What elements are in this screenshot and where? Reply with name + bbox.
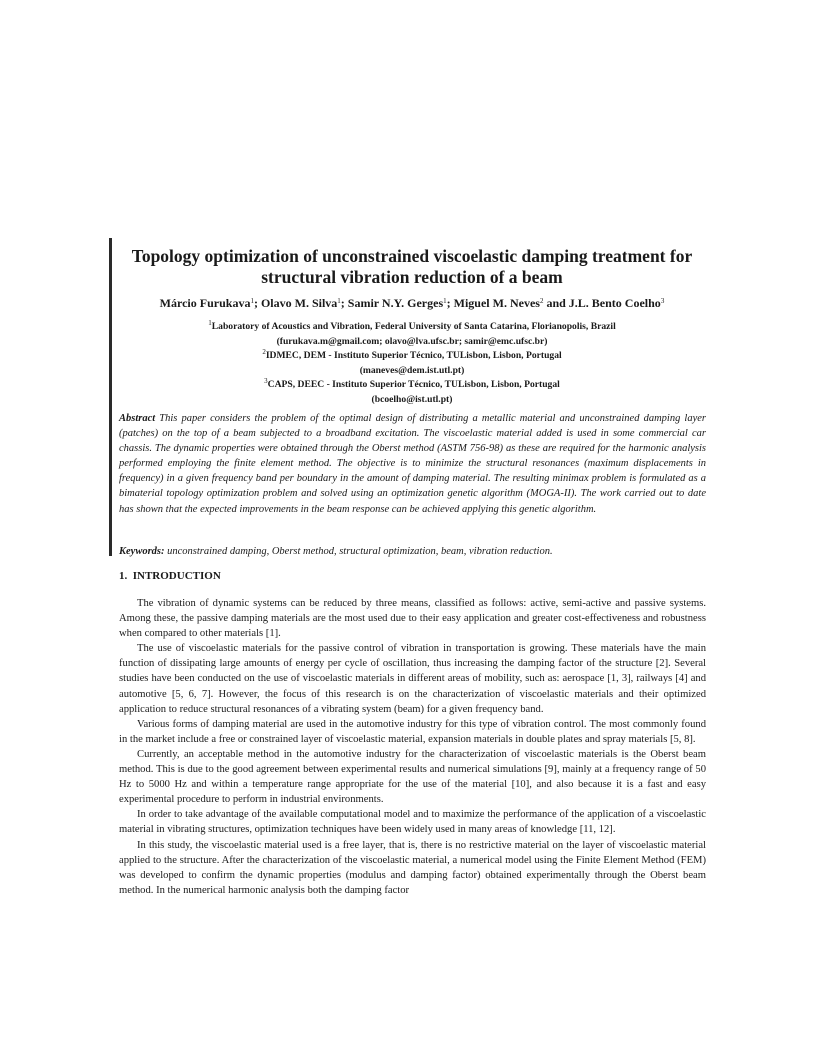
author-name: Samir N.Y. Gerges (347, 296, 444, 310)
body-text (119, 596, 706, 898)
paragraph: In order to take advantage of the available computational model and to maximize the performance of the application of a viscoelastic material in vibrating structures, optimization techniques have been widely used in many areas of knowledge [11, 12]. (119, 809, 706, 836)
affiliation-line: $^2$IDMEC, DEM - Instituto Superior Técnico, TULisbon, Lisbon, Portugal (262, 348, 562, 362)
abstract-text: This paper considers the problem of the optimal design of distributing a metallic material and unconstrained damping layer (patches) on the top of a beam subjected to a broadband excitation. The viscoelastic material added is used in some commercial car chassis. The dynamic properties were obtained through the Oberst method (ASTM 756-98) as these are required for the harmonic analysis performed employing the finite element method. The objective is to minimize the structural resonances (maximum displacements in frequency) in a given frequency band per boundary in the amount of damping material. The resulting minimax problem is formulated as a bimaterial topology optimization problem and solved using an optimization genetic algorithm (MOGA-II). The work carried out to date has shown that the expected improvements in the beam response can be achieved applying this genetic algorithm. (119, 413, 707, 515)
author-affiliation-mark: 1 (250, 297, 254, 305)
author-affiliation-mark: 1 (443, 297, 447, 305)
keywords (119, 544, 706, 559)
author-name: Miguel M. Neves (453, 296, 540, 310)
abstract (119, 411, 706, 517)
author-affiliation-mark: 3 (660, 297, 665, 305)
keywords-label: Keywords: (119, 546, 165, 557)
abstract-label: Abstract (119, 413, 156, 424)
paragraph: Various forms of damping material are used in the automotive industry for this type of vibration control. The most commonly found in the market include a free or constrained layer of viscoelastic material, expansion materials in double plates and spray materials [5, 8]. (119, 718, 706, 745)
affiliation-line: $^3$CAPS, DEEC - Instituto Superior Técnico, TULisbon, Lisbon, Portugal (264, 377, 560, 391)
affiliation-line: $^1$Laboratory of Acoustics and Vibration, Federal University of Santa Catarina, Florianopolis, Brazil (208, 319, 616, 332)
affiliation-email: (furukava.m@gmail.com; olavo@lva.ufsc.br; samir@emc.ufsc.br) (276, 335, 548, 347)
paragraph: The vibration of dynamic systems can be reduced by three means, classified as follows: active, semi-active and passive systems. Among these, the passive damping materials are the most used due to their easy application and greater cost-effectiveness and robustness when compared to other materials [1]. (119, 598, 706, 640)
affiliation-email: (bcoelho@ist.utl.pt) (371, 393, 453, 405)
paper-title: Topology optimization of unconstrained viscoelastic damping treatment for structural vibration reduction of a beam (131, 246, 693, 287)
keywords-text: unconstrained damping, Oberst method, structural optimization, beam, vibration reduction. (167, 546, 553, 557)
author-name: Olavo M. Silva (260, 296, 338, 310)
paragraph: In this study, the viscoelastic material used is a free layer, that is, there is no restrictive material on the layer of viscoelastic material applied to the structure. After the characterization of the viscoelastic material, a numerical model using the Finite Element Method (FEM) was developed to confirm the dynamic properties (modulus and damping factor) obtained experimentally through the Oberst beam method. In the numerical harmonic analysis both the damping factor (119, 839, 706, 896)
section-heading: 1. INTRODUCTION (119, 570, 221, 582)
paragraph: The use of viscoelastic materials for the passive control of vibration in transportation is growing. These materials have the main function of dissipating large amounts of energy per cycle of oscillation, thus increasing the damping factor of the structure [2]. Several studies have been conducted on the use of viscoelastic materials in different areas of mobility, such as: aerospace [1, 3], railways [4] and automotive [5, 6, 7]. However, the focus of this research is on the characterization of viscoelastic materials and their optimized application to reduce structural resonances of a vibrating system (beam) for a given frequency band. (119, 643, 706, 715)
author-name: Márcio Furukava (159, 296, 251, 310)
affiliation-email: (maneves@dem.ist.utl.pt) (359, 364, 465, 376)
paragraph: Currently, an acceptable method in the automotive industry for the characterization of viscoelastic materials is the Oberst beam method. This is due to the good agreement between experimental results and numerical simulations [9], mainly at a frequency range of 50 Hz to 5000 Hz and within a temperature range appropriate for the use of the material [10], and also because it is a fast and easy experimental procedure to perform in industrial environments. (119, 748, 706, 806)
author-name: J.L. Bento Coelho (568, 296, 661, 310)
author-list: Márcio Furukava$^1$; Olavo M. Silva$^1$; Samir N.Y. Gerges$^1$; Miguel M. Neves$^2$ and J.L. Bento Coelho$^3$ (159, 296, 665, 310)
affiliation-block (112, 320, 712, 408)
author-affiliation-mark: 2 (539, 297, 544, 305)
author-affiliation-mark: 1 (337, 297, 341, 305)
